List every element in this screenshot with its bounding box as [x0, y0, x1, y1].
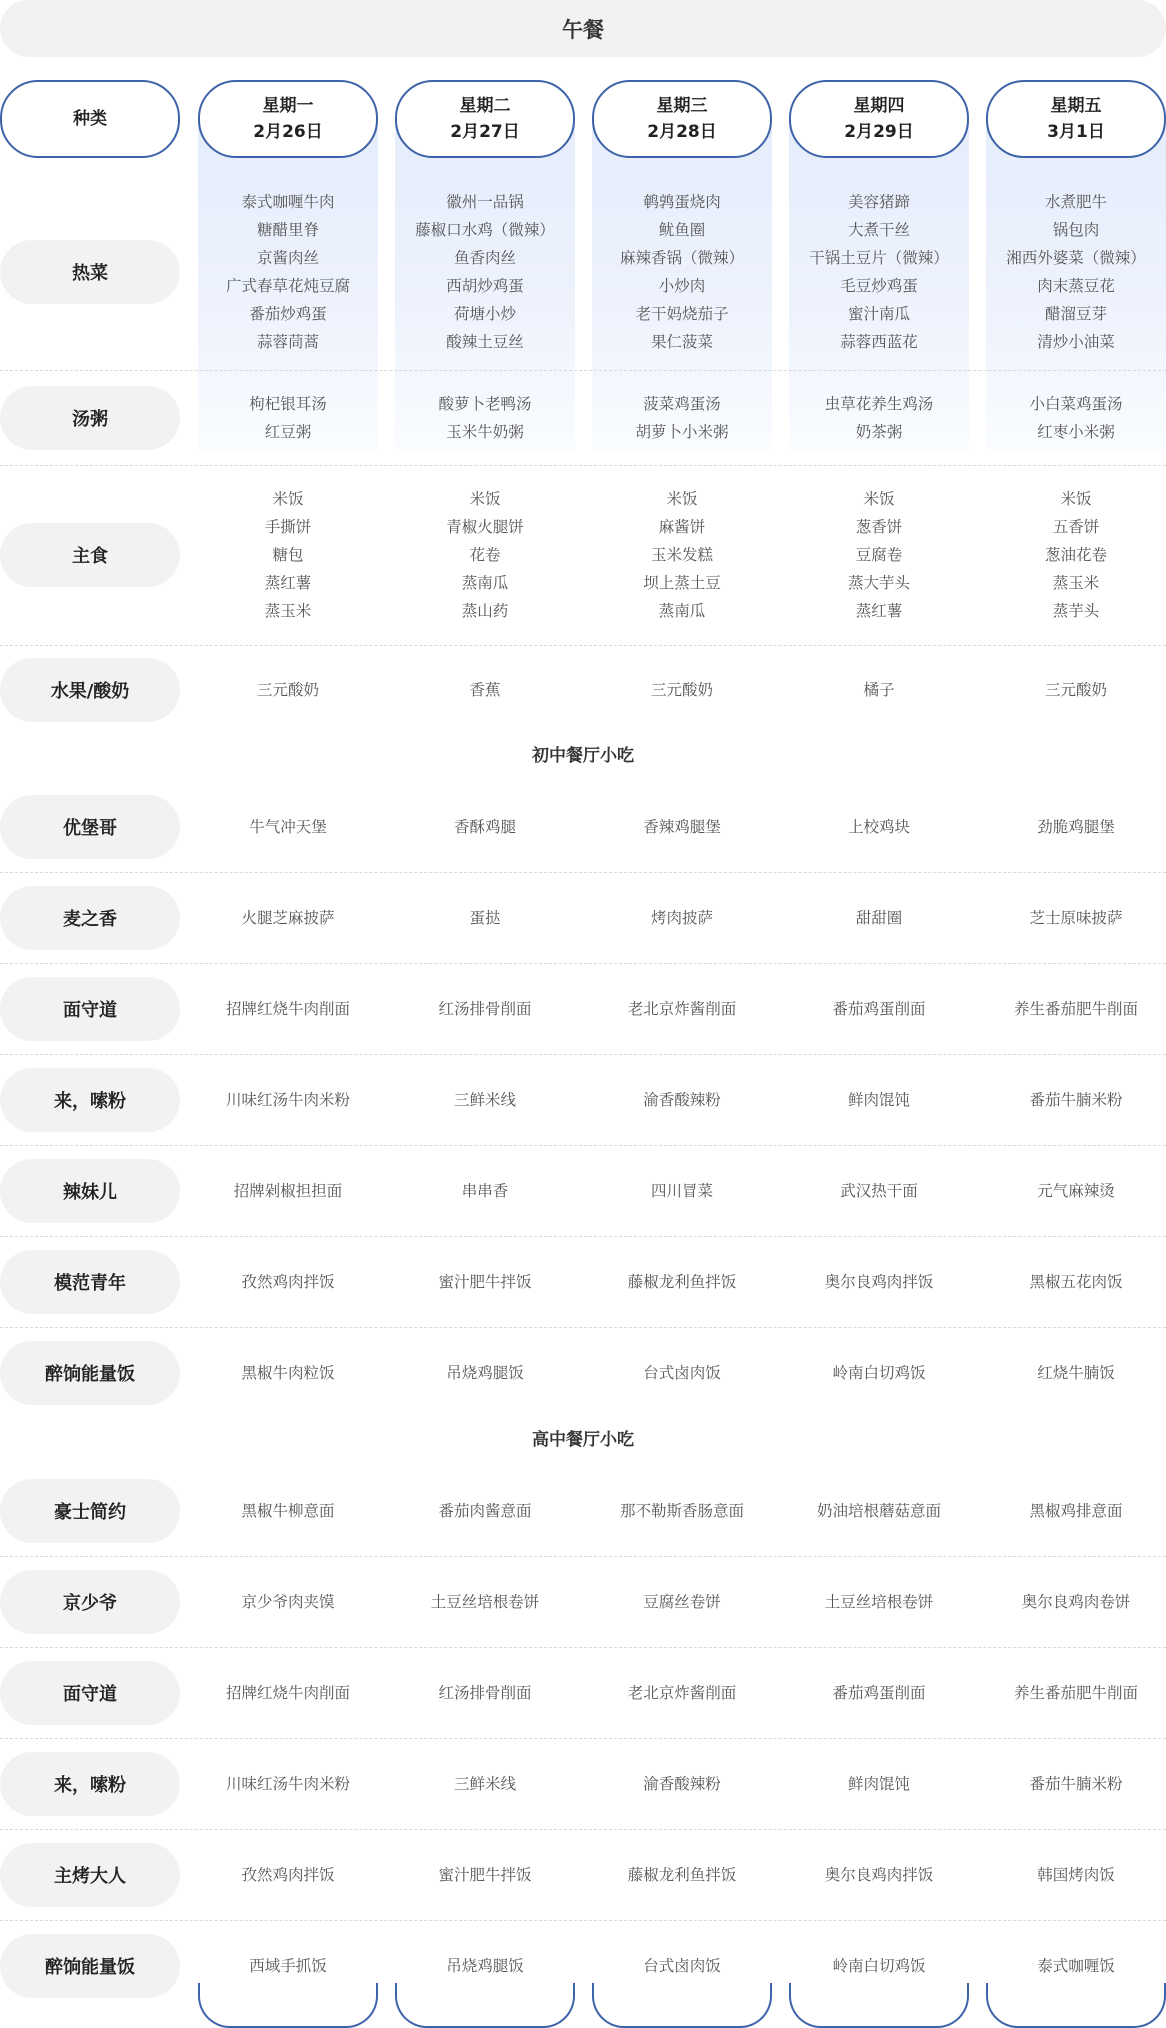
menu-item: 渝香酸辣粉 [643, 1090, 721, 1109]
menu-item: 台式卤肉饭 [643, 1956, 721, 1975]
menu-cell [587, 370, 777, 465]
menu-cell [784, 1327, 974, 1418]
menu-cell [587, 645, 777, 735]
table-row [0, 781, 1166, 873]
menu-item: 蒜蓉茼蒿 [256, 332, 319, 351]
menu-cell [390, 1556, 580, 1647]
menu-item: 小白菜鸡蛋汤 [1029, 394, 1123, 413]
table-row [0, 1327, 1166, 1418]
table-row [0, 370, 1166, 466]
menu-item: 蒸南瓜 [658, 602, 706, 620]
menu-item: 黑椒牛肉粒饭 [241, 1363, 335, 1382]
menu-item: 黑椒五花肉饭 [1029, 1272, 1123, 1291]
table-row [0, 1829, 1166, 1921]
menu-item: 招牌红烧牛肉削面 [225, 1683, 350, 1702]
category-header [0, 80, 180, 158]
menu-item: 豆腐丝卷饼 [643, 1592, 721, 1611]
menu-cell [390, 1054, 580, 1145]
menu-item: 藤椒龙利鱼拌饭 [627, 1865, 737, 1884]
menu-cell [587, 1738, 777, 1829]
table-row [0, 1145, 1166, 1237]
table-row [0, 1236, 1166, 1328]
menu-cell [981, 1054, 1166, 1145]
menu-cell [587, 872, 777, 963]
menu-item: 吊烧鸡腿饭 [446, 1956, 524, 1975]
page-title: 午餐 [0, 0, 1166, 57]
menu-item: 麻酱饼 [658, 518, 706, 536]
menu-cell [193, 465, 383, 645]
menu-item: 红枣小米粥 [1037, 422, 1115, 441]
menu-item: 三鲜米线 [453, 1090, 516, 1109]
menu-cell [193, 781, 383, 872]
menu-item: 蒸红薯 [264, 574, 312, 592]
menu-item: 米饭 [469, 490, 501, 508]
menu-item: 米饭 [1060, 490, 1092, 508]
menu-item: 番茄肉酱意面 [438, 1501, 532, 1520]
menu-item: 五香饼 [1052, 518, 1100, 536]
menu-cell [784, 781, 974, 872]
row-category: 京少爷 [0, 1570, 180, 1634]
menu-item: 元气麻辣烫 [1037, 1181, 1115, 1200]
menu-cell [784, 1054, 974, 1145]
menu-item: 糖醋里脊 [256, 220, 319, 239]
menu-item: 红烧牛腩饭 [1037, 1363, 1115, 1382]
menu-item: 红豆粥 [264, 422, 312, 441]
row-category: 汤粥 [0, 386, 180, 450]
menu-item: 蒸玉米 [1052, 574, 1100, 592]
menu-cell [981, 173, 1166, 370]
menu-cell [587, 1829, 777, 1920]
row-category: 主食 [0, 523, 180, 587]
menu-cell [193, 872, 383, 963]
day-header-mon [198, 80, 378, 158]
row-category: 醉饷能量饭 [0, 1341, 180, 1405]
day-header-fri [986, 80, 1166, 158]
day-weekday: 星期二 [459, 96, 511, 116]
menu-item: 虫草花养生鸡汤 [824, 394, 934, 413]
menu-item: 养生番茄肥牛削面 [1013, 999, 1138, 1018]
menu-item: 蒸玉米 [264, 602, 312, 620]
menu-item: 黑椒鸡排意面 [1029, 1501, 1123, 1520]
menu-item: 玉米发糕 [650, 546, 713, 564]
menu-item: 清炒小油菜 [1037, 332, 1115, 351]
menu-cell [390, 465, 580, 645]
menu-item: 藤椒龙利鱼拌饭 [627, 1272, 737, 1291]
menu-item: 土豆丝培根卷饼 [824, 1592, 934, 1611]
menu-item: 韩国烤肉饭 [1037, 1865, 1115, 1884]
menu-cell [784, 645, 974, 735]
menu-item: 三元酸奶 [650, 681, 713, 699]
menu-cell [587, 173, 777, 370]
menu-item: 招牌剁椒担担面 [233, 1181, 343, 1200]
day-date: 2月26日 [253, 122, 323, 142]
menu-cell [193, 1327, 383, 1418]
menu-item: 蒜蓉西蓝花 [840, 332, 918, 351]
menu-cell [193, 645, 383, 735]
menu-item: 蒸芋头 [1052, 602, 1100, 620]
menu-cell [784, 1236, 974, 1327]
menu-item: 串串香 [461, 1181, 509, 1200]
menu-item: 鲜肉馄饨 [847, 1090, 910, 1109]
menu-cell [390, 1236, 580, 1327]
row-category: 面守道 [0, 1661, 180, 1725]
menu-item: 土豆丝培根卷饼 [430, 1592, 540, 1611]
row-category: 豪士简约 [0, 1479, 180, 1543]
day-weekday: 星期五 [1050, 96, 1102, 116]
menu-cell [981, 1465, 1166, 1556]
menu-item: 米饭 [666, 490, 698, 508]
menu-cell [193, 1465, 383, 1556]
menu-item: 老北京炸酱削面 [627, 1683, 737, 1702]
menu-cell [784, 1829, 974, 1920]
menu-item: 酸萝卜老鸭汤 [438, 394, 532, 413]
day-header-thu [789, 80, 969, 158]
menu-item: 蜜汁肥牛拌饭 [438, 1865, 532, 1884]
menu-cell [981, 465, 1166, 645]
menu-cell [193, 1647, 383, 1738]
table-row [0, 963, 1166, 1055]
row-category: 热菜 [0, 240, 180, 304]
menu-item: 奥尔良鸡肉卷饼 [1021, 1592, 1131, 1611]
day-header-tue [395, 80, 575, 158]
menu-cell [981, 1738, 1166, 1829]
menu-item: 甜甜圈 [855, 908, 903, 927]
menu-item: 西胡炒鸡蛋 [446, 276, 524, 295]
menu-item: 香辣鸡腿堡 [643, 817, 721, 836]
menu-item: 黑椒牛柳意面 [241, 1501, 335, 1520]
row-category: 来，嗦粉 [0, 1068, 180, 1132]
menu-cell [981, 645, 1166, 735]
row-category: 主烤大人 [0, 1843, 180, 1907]
menu-cell [981, 781, 1166, 872]
menu-cell [193, 1236, 383, 1327]
menu-cell [587, 1054, 777, 1145]
menu-item: 广式春草花炖豆腐 [225, 276, 350, 295]
column-footer [198, 1983, 378, 2028]
row-category: 优堡哥 [0, 795, 180, 859]
column-footer [592, 1983, 772, 2028]
menu-item: 菠菜鸡蛋汤 [643, 394, 721, 413]
menu-item: 西域手抓饭 [249, 1956, 327, 1975]
category-header-label: 种类 [73, 109, 107, 129]
menu-cell [193, 963, 383, 1054]
menu-item: 岭南白切鸡饭 [832, 1956, 926, 1975]
menu-cell [193, 1556, 383, 1647]
menu-item: 枸杞银耳汤 [249, 394, 327, 413]
menu-cell [981, 1145, 1166, 1236]
day-weekday: 星期四 [853, 96, 905, 116]
menu-cell [784, 963, 974, 1054]
menu-item: 川味红汤牛肉米粉 [225, 1090, 350, 1109]
section-title: 高中餐厅小吃 [532, 1429, 634, 1450]
menu-cell [587, 963, 777, 1054]
menu-item: 番茄炒鸡蛋 [249, 304, 327, 323]
menu-item: 藤椒口水鸡（微辣） [415, 220, 555, 239]
menu-item: 红汤排骨削面 [438, 1683, 532, 1702]
menu-item: 番茄鸡蛋削面 [832, 1683, 926, 1702]
menu-item: 京少爷肉夹馍 [241, 1592, 335, 1611]
menu-cell [587, 1145, 777, 1236]
menu-item: 鹌鹑蛋烧肉 [643, 192, 721, 211]
menu-item: 蛋挞 [469, 908, 501, 927]
menu-item: 花卷 [469, 546, 501, 564]
menu-item: 京酱肉丝 [256, 248, 319, 267]
menu-cell [587, 1556, 777, 1647]
row-category: 模范青年 [0, 1250, 180, 1314]
menu-item: 三元酸奶 [256, 681, 319, 699]
menu-item: 岭南白切鸡饭 [832, 1363, 926, 1382]
menu-item: 孜然鸡肉拌饭 [241, 1272, 335, 1291]
menu-item: 小炒肉 [658, 276, 706, 295]
menu-cell [784, 1647, 974, 1738]
menu-cell [784, 1465, 974, 1556]
menu-item: 醋溜豆芽 [1044, 304, 1107, 323]
menu-item: 米饭 [272, 490, 304, 508]
menu-item: 肉末蒸豆花 [1037, 276, 1115, 295]
menu-item: 坝上蒸土豆 [643, 574, 721, 592]
menu-item: 火腿芝麻披萨 [241, 908, 335, 927]
menu-item: 葱油花卷 [1044, 546, 1107, 564]
menu-item: 三鲜米线 [453, 1774, 516, 1793]
menu-cell [981, 963, 1166, 1054]
menu-cell [390, 872, 580, 963]
menu-cell [193, 173, 383, 370]
menu-item: 三元酸奶 [1044, 681, 1107, 699]
menu-cell [784, 465, 974, 645]
menu-item: 糖包 [272, 546, 304, 564]
menu-item: 手撕饼 [264, 518, 312, 536]
menu-item: 泰式咖喱饭 [1037, 1956, 1115, 1975]
menu-item: 蜜汁肥牛拌饭 [438, 1272, 532, 1291]
menu-item: 奥尔良鸡肉拌饭 [824, 1272, 934, 1291]
menu-item: 番茄鸡蛋削面 [832, 999, 926, 1018]
menu-item: 玉米牛奶粥 [446, 422, 524, 441]
menu-item: 干锅土豆片（微辣） [809, 248, 949, 267]
menu-cell [390, 370, 580, 465]
menu-cell [193, 1145, 383, 1236]
menu-item: 大煮干丝 [847, 220, 910, 239]
day-weekday: 星期一 [262, 96, 314, 116]
menu-item: 蒸山药 [461, 602, 509, 620]
menu-cell [587, 1327, 777, 1418]
table-row [0, 1647, 1166, 1739]
menu-item: 泰式咖喱牛肉 [241, 192, 335, 211]
menu-cell [390, 1465, 580, 1556]
menu-cell [587, 465, 777, 645]
column-footer [395, 1983, 575, 2028]
day-date: 2月29日 [844, 122, 914, 142]
menu-item: 奥尔良鸡肉拌饭 [824, 1865, 934, 1884]
menu-cell [587, 781, 777, 872]
table-row [0, 465, 1166, 646]
table-row [0, 1054, 1166, 1146]
row-category: 麦之香 [0, 886, 180, 950]
menu-item: 香蕉 [469, 681, 501, 699]
menu-item: 徽州一品锅 [446, 192, 524, 211]
menu-cell [981, 1829, 1166, 1920]
menu-item: 渝香酸辣粉 [643, 1774, 721, 1793]
day-header-wed [592, 80, 772, 158]
menu-cell [784, 1738, 974, 1829]
column-footer [789, 1983, 969, 2028]
day-weekday: 星期三 [656, 96, 708, 116]
menu-cell [981, 1556, 1166, 1647]
menu-item: 吊烧鸡腿饭 [446, 1363, 524, 1382]
row-category: 面守道 [0, 977, 180, 1041]
menu-item: 米饭 [863, 490, 895, 508]
menu-cell [390, 1738, 580, 1829]
menu-item: 老北京炸酱削面 [627, 999, 737, 1018]
table-row [0, 1465, 1166, 1557]
row-category: 醉饷能量饭 [0, 1934, 180, 1998]
menu-item: 酸辣土豆丝 [446, 332, 524, 351]
menu-item: 胡萝卜小米粥 [635, 422, 729, 441]
menu-item: 蒸大芋头 [847, 574, 910, 592]
column-footer [986, 1983, 1166, 2028]
table-row [0, 872, 1166, 964]
menu-item: 豆腐卷 [855, 546, 903, 564]
day-date: 2月28日 [647, 122, 717, 142]
menu-item: 老干妈烧茄子 [635, 304, 729, 323]
menu-cell [193, 1738, 383, 1829]
menu-item: 鲜肉馄饨 [847, 1774, 910, 1793]
menu-item: 锅包肉 [1052, 220, 1100, 239]
menu-cell [390, 1145, 580, 1236]
menu-cell [193, 1829, 383, 1920]
menu-cell [390, 173, 580, 370]
menu-cell [587, 1236, 777, 1327]
menu-item: 川味红汤牛肉米粉 [225, 1774, 350, 1793]
menu-item: 上校鸡块 [847, 817, 910, 836]
menu-cell [784, 370, 974, 465]
menu-item: 蒸南瓜 [461, 574, 509, 592]
menu-item: 奶茶粥 [855, 422, 903, 441]
menu-item: 水煮肥牛 [1044, 192, 1107, 211]
menu-item: 烤肉披萨 [650, 908, 713, 927]
menu-cell [981, 370, 1166, 465]
menu-item: 湘西外婆菜（微辣） [1006, 248, 1146, 267]
menu-cell [981, 872, 1166, 963]
menu-cell [390, 1647, 580, 1738]
menu-cell [390, 963, 580, 1054]
menu-item: 红汤排骨削面 [438, 999, 532, 1018]
menu-item: 美容猪蹄 [847, 192, 910, 211]
menu-item: 那不勒斯香肠意面 [619, 1501, 744, 1520]
day-date: 2月27日 [450, 122, 520, 142]
table-row [0, 1556, 1166, 1648]
menu-item: 番茄牛腩米粉 [1029, 1090, 1123, 1109]
menu-cell [587, 1647, 777, 1738]
menu-item: 麻辣香锅（微辣） [619, 248, 744, 267]
menu-cell [390, 1829, 580, 1920]
menu-item: 荷塘小炒 [453, 304, 516, 323]
row-category: 水果/酸奶 [0, 658, 180, 722]
table-row [0, 173, 1166, 371]
menu-item: 养生番茄肥牛削面 [1013, 1683, 1138, 1702]
menu-item: 番茄牛腩米粉 [1029, 1774, 1123, 1793]
menu-cell [587, 1465, 777, 1556]
menu-item: 奶油培根蘑菇意面 [816, 1501, 941, 1520]
table-row [0, 645, 1166, 735]
menu-cell [981, 1236, 1166, 1327]
menu-cell [784, 1556, 974, 1647]
menu-cell [784, 1145, 974, 1236]
menu-item: 牛气冲天堡 [249, 817, 327, 836]
menu-cell [390, 781, 580, 872]
menu-cell [784, 173, 974, 370]
menu-cell [981, 1327, 1166, 1418]
menu-item: 蜜汁南瓜 [847, 304, 910, 323]
menu-cell [193, 370, 383, 465]
menu-item: 四川冒菜 [650, 1181, 713, 1200]
menu-cell [390, 645, 580, 735]
menu-cell [784, 872, 974, 963]
menu-item: 果仁菠菜 [650, 332, 713, 351]
menu-item: 鱿鱼圈 [658, 220, 706, 239]
table-row [0, 1738, 1166, 1830]
row-category: 辣妹儿 [0, 1159, 180, 1223]
menu-item: 橘子 [863, 681, 895, 699]
menu-cell [390, 1327, 580, 1418]
menu-item: 芝士原味披萨 [1029, 908, 1123, 927]
menu-item: 毛豆炒鸡蛋 [840, 276, 918, 295]
menu-item: 青椒火腿饼 [446, 518, 524, 536]
menu-item: 蒸红薯 [855, 602, 903, 620]
menu-item: 劲脆鸡腿堡 [1037, 817, 1115, 836]
menu-cell [981, 1647, 1166, 1738]
day-date: 3月1日 [1047, 122, 1105, 142]
menu-item: 招牌红烧牛肉削面 [225, 999, 350, 1018]
menu-item: 香酥鸡腿 [453, 817, 516, 836]
menu-item: 孜然鸡肉拌饭 [241, 1865, 335, 1884]
menu-item: 台式卤肉饭 [643, 1363, 721, 1382]
menu-item: 葱香饼 [855, 518, 903, 536]
row-category: 来，嗦粉 [0, 1752, 180, 1816]
menu-item: 武汉热干面 [840, 1181, 918, 1200]
section-title: 初中餐厅小吃 [532, 745, 634, 766]
menu-cell [193, 1054, 383, 1145]
menu-item: 鱼香肉丝 [453, 248, 516, 267]
